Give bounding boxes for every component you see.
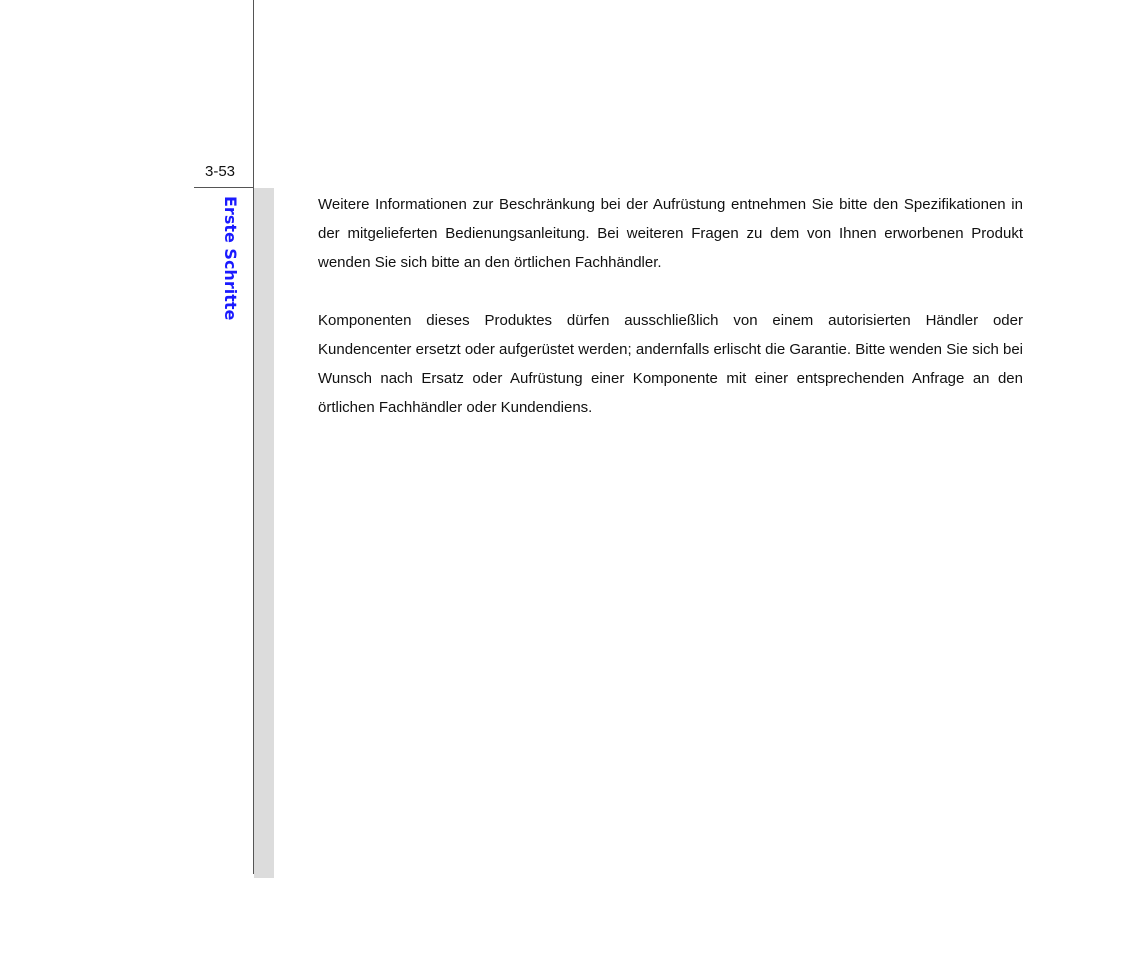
page-number-rule: [194, 187, 254, 188]
section-label: Erste Schritte: [221, 196, 240, 321]
paragraph-upgrade-info: Weitere Informationen zur Beschränkung bei der Aufrüstung entnehmen Sie bitte den Spezifikationen in der mitgelieferten Bedienungsanleitung. Bei weiteren Fragen zu dem von Ihnen erworbenen Produkt wenden Sie sich bitte an den örtlichen Fachhändler.: [318, 196, 1023, 271]
sidebar-gray-bar: [254, 188, 274, 878]
paragraph-warranty-info: Komponenten dieses Produktes dürfen ausschließlich von einem autorisierten Händler oder Kundencenter ersetzt oder aufgerüstet werden; andernfalls erlischt die Garantie. Bitte wenden Sie sich bei Wunsch nach Ersatz oder Aufrüstung einer Komponente mit einer entsprechenden Anfrage an den örtlichen Fachhändler oder Kundendiens.: [318, 312, 1023, 416]
page-number: 3-53: [204, 163, 236, 180]
main-content: [318, 190, 1023, 451]
